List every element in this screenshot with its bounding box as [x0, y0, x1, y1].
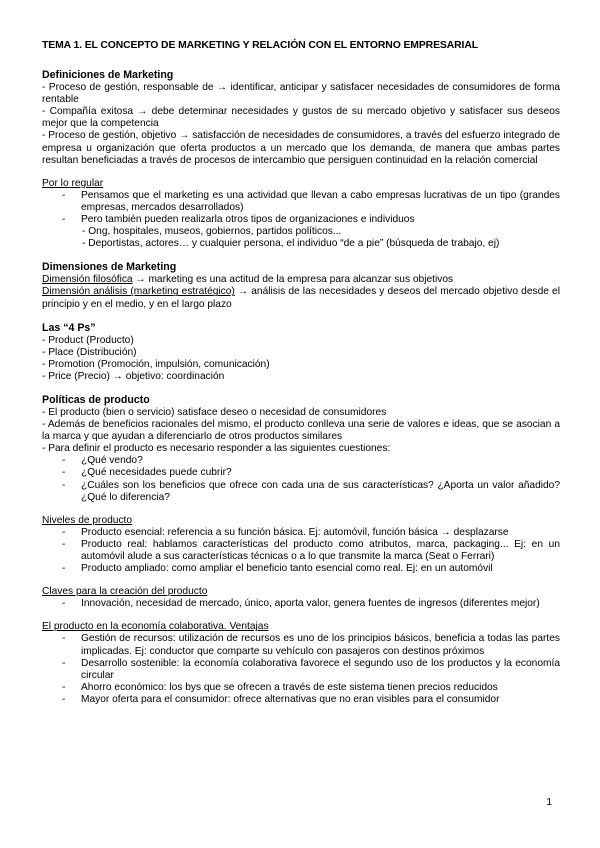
- list-item: - Pensamos que el marketing es una actividad que llevan a cabo empresas lucrativas de un tipo (grandes empresas, mercados desarrollados): [42, 190, 560, 214]
- subsection-heading: Niveles de producto: [42, 514, 133, 526]
- term-label: Dimensión filosófica: [42, 274, 133, 286]
- section-heading: Definiciones de Marketing: [42, 69, 174, 82]
- section-niveles: [42, 515, 560, 575]
- section-heading: Políticas de producto: [42, 393, 150, 406]
- document-page: [42, 40, 560, 717]
- list-item: - Ahorro económico: los bys que se ofrecen a través de este sistema tienen precios reducidos: [42, 682, 560, 694]
- dash-list: [42, 190, 560, 226]
- list-item: - Gestión de recursos: utilización de recursos es uno de los principios básicos, beneficia a todas las partes implicadas. Ej: conductor que comparte su vehículo con pasajeros con destinos próximos: [42, 633, 560, 657]
- section-heading: Las “4 Ps”: [42, 321, 96, 334]
- paragraph: - Compañía exitosa → debe determinar necesidades y gustos de su mercado objetivo y satisfacer sus deseos mejor que la competencia: [42, 106, 560, 130]
- paragraph: - Proceso de gestión, objetivo → satisfacción de necesidades de consumidores, a través del esfuerzo integrado de empresa u organización que oferta productos a un mercado que los demanda, de manera que ambas partes resultan beneficiadas a través de procesos de intercambio que persiguen continuidad en la relación comercial: [42, 130, 560, 166]
- paragraph: [42, 286, 560, 310]
- sub-list-item: - Deportistas, actores… y cualquier persona, el individuo “de a pie” (búsqueda de trabajo, ej): [82, 238, 500, 250]
- list-item: - ¿Qué necesidades puede cubrir?: [42, 467, 560, 479]
- list-item: - Mayor oferta para el consumidor: ofrece alternativas que no eran visibles para el consumidor: [42, 694, 560, 706]
- document-title: TEMA 1. EL CONCEPTO DE MARKETING Y RELACIÓN CON EL ENTORNO EMPRESARIAL: [42, 40, 478, 51]
- section-claves: [42, 586, 560, 610]
- list-item: - Innovación, necesidad de mercado, único, aporta valor, genera fuentes de ingresos (diferentes mejor): [42, 598, 560, 610]
- list-item: - Desarrollo sostenible: la economía colaborativa favorece el segundo uso de los productos y la economía circular: [42, 658, 560, 682]
- section-colaborativa: [42, 621, 560, 706]
- paragraph: - Para definir el producto es necesario responder a las siguientes cuestiones:: [42, 443, 391, 455]
- section-dimensiones: [42, 261, 560, 310]
- dash-list: [42, 633, 560, 706]
- dash-list: [42, 598, 560, 610]
- section-politicas: [42, 394, 560, 504]
- subsection-heading: Claves para la creación del producto: [42, 586, 208, 598]
- section-heading: Dimensiones de Marketing: [42, 261, 177, 274]
- subsection-heading: Por lo regular: [42, 177, 104, 189]
- list-line: - Promotion (Promoción, impulsión, comunicación): [42, 358, 270, 370]
- list-line: - Price (Precio) → objetivo: coordinación: [42, 370, 225, 382]
- section-por-lo-regular: [42, 178, 560, 251]
- list-item: - Producto real: hablamos características del producto como atributos, marca, packaging... Ej: en un automóvil alude a sus características técnicas o a lo que transmite la marca (Seat o Ferrari): [42, 539, 560, 563]
- paragraph: [42, 274, 560, 286]
- page-number: 1: [546, 797, 552, 808]
- list-item: - Producto esencial: referencia a su función básica. Ej: automóvil, función básica → desplazarse: [42, 527, 560, 539]
- list-item: - Producto ampliado: como ampliar el beneficio tanto esencial como real. Ej: en un automóvil: [42, 563, 560, 575]
- paragraph: - Proceso de gestión, responsable de → identificar, anticipar y satisfacer necesidades de consumidores de forma rentable: [42, 82, 560, 106]
- sub-list-item: - Ong, hospitales, museos, gobiernos, partidos políticos...: [82, 226, 342, 238]
- list-line: - Place (Distribución): [42, 346, 137, 358]
- paragraph: - El producto (bien o servicio) satisface deseo o necesidad de consumidores: [42, 406, 387, 418]
- dash-list: [42, 527, 560, 575]
- list-item: - ¿Qué vendo?: [42, 455, 560, 467]
- list-item: - Pero también pueden realizarla otros tipos de organizaciones e individuos: [42, 214, 560, 226]
- term-text: → análisis de las necesidades y deseos del mercado objetivo desde el principio y en el medio, y en el largo plazo: [42, 286, 560, 310]
- term-label: Dimensión análisis (marketing estratégico): [42, 286, 235, 298]
- list-line: - Product (Producto): [42, 334, 134, 346]
- paragraph: - Además de beneficios racionales del mismo, el producto conlleva una serie de valores e ideas, que se asocian a la marca y que ayudan a diferenciarlo de otros productos similares: [42, 419, 560, 443]
- subsection-heading: El producto en la economía colaborativa. Ventajas: [42, 621, 269, 633]
- section-4ps: [42, 322, 560, 383]
- list-item: - ¿Cuáles son los beneficios que ofrece con cada una de sus características? ¿Aporta un valor añadido?¿Qué lo diferencia?: [42, 480, 560, 504]
- dash-list: [42, 455, 560, 503]
- term-text: → marketing es una actitud de la empresa para alcanzar sus objetivos: [132, 274, 454, 286]
- section-definiciones: [42, 69, 560, 167]
